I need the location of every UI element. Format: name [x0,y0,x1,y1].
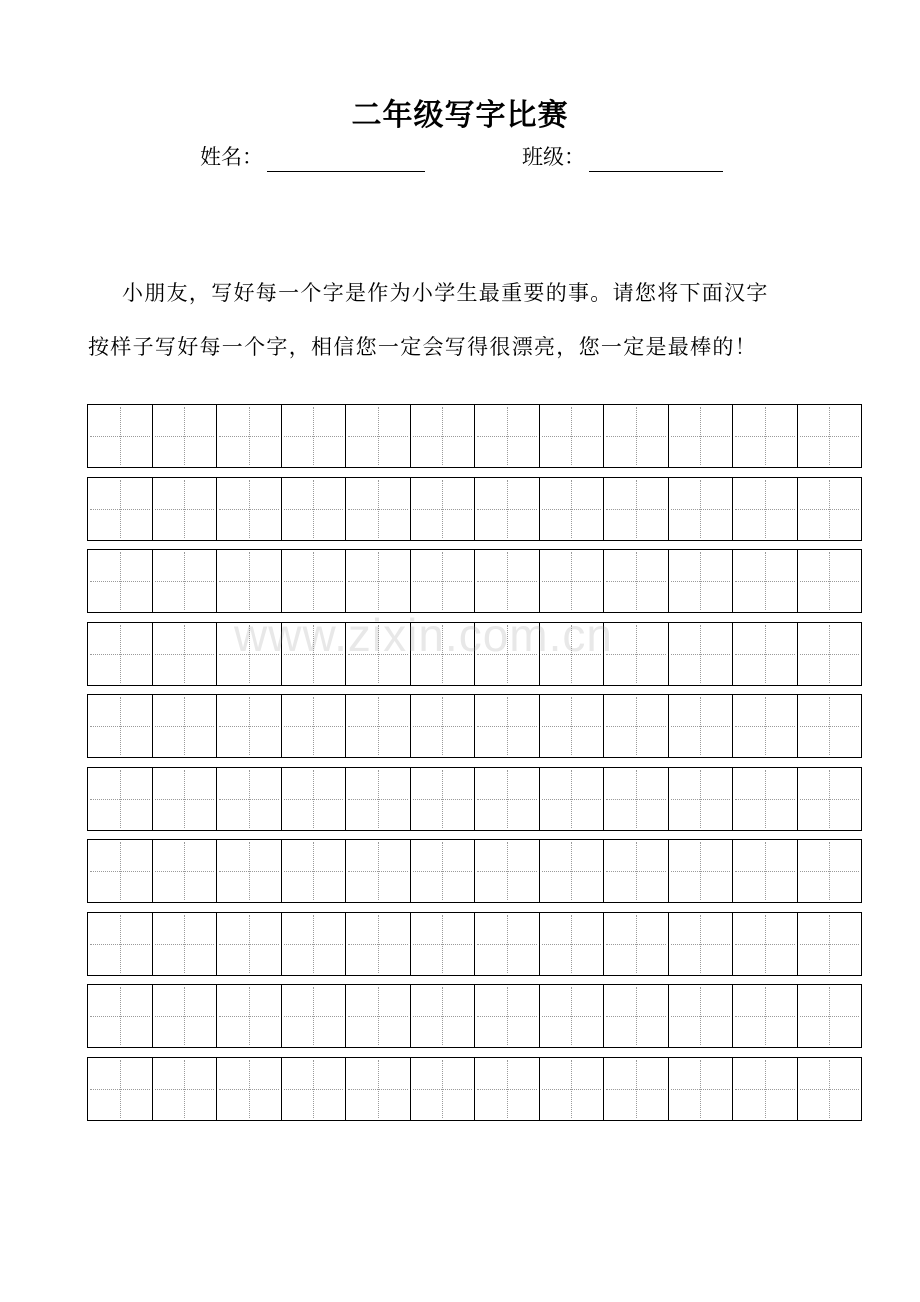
writing-cell[interactable] [153,1058,218,1120]
writing-cell[interactable] [733,985,798,1047]
writing-cell[interactable] [475,695,540,757]
writing-cell[interactable] [798,913,862,975]
writing-cell[interactable] [346,985,411,1047]
writing-cell[interactable] [798,840,862,902]
writing-cell[interactable] [346,623,411,685]
writing-cell[interactable] [153,840,218,902]
writing-cell[interactable] [217,840,282,902]
writing-cell[interactable] [282,768,347,830]
writing-cell[interactable] [411,913,476,975]
writing-cell[interactable] [88,985,153,1047]
name-label: 姓名： [200,145,263,169]
writing-cell[interactable] [540,623,605,685]
writing-cell[interactable] [540,913,605,975]
writing-cell[interactable] [604,913,669,975]
writing-cell[interactable] [733,913,798,975]
grid-row [87,622,862,686]
writing-cell[interactable] [669,985,734,1047]
writing-cell[interactable] [604,550,669,612]
writing-cell[interactable] [217,405,282,467]
writing-cell[interactable] [540,985,605,1047]
writing-cell[interactable] [346,550,411,612]
writing-cell[interactable] [540,405,605,467]
writing-cell[interactable] [411,405,476,467]
writing-cell[interactable] [540,478,605,540]
writing-cell[interactable] [346,478,411,540]
page-title: 二年级写字比赛 [351,98,569,133]
writing-cell[interactable] [411,840,476,902]
writing-cell[interactable] [604,1058,669,1120]
writing-cell[interactable] [282,623,347,685]
writing-cell[interactable] [346,405,411,467]
writing-cell[interactable] [282,985,347,1047]
writing-cell[interactable] [217,768,282,830]
writing-cell[interactable] [733,695,798,757]
writing-cell[interactable] [669,550,734,612]
class-field [522,142,723,172]
writing-cell[interactable] [282,550,347,612]
writing-cell[interactable] [669,623,734,685]
grid-row [87,767,862,831]
writing-cell[interactable] [604,623,669,685]
writing-grid [87,404,862,1129]
writing-cell[interactable] [88,405,153,467]
writing-cell[interactable] [88,840,153,902]
writing-cell[interactable] [346,768,411,830]
grid-row [87,477,862,541]
writing-cell[interactable] [282,478,347,540]
writing-cell[interactable] [475,550,540,612]
writing-cell[interactable] [153,623,218,685]
writing-cell[interactable] [604,695,669,757]
writing-cell[interactable] [346,913,411,975]
writing-cell[interactable] [153,913,218,975]
writing-cell[interactable] [346,695,411,757]
watermark: www.zixin.com.cn [234,609,613,661]
writing-cell[interactable] [540,840,605,902]
writing-cell[interactable] [88,1058,153,1120]
grid-row [87,549,862,613]
writing-cell[interactable] [282,695,347,757]
writing-cell[interactable] [733,405,798,467]
writing-cell[interactable] [733,623,798,685]
writing-cell[interactable] [798,623,862,685]
name-blank-line[interactable] [267,143,425,172]
writing-cell[interactable] [217,695,282,757]
writing-cell[interactable] [282,405,347,467]
writing-cell[interactable] [733,840,798,902]
writing-cell[interactable] [733,1058,798,1120]
instructions-line-2: 按样子写好每一个字，相信您一定会写得很漂亮，您一定是最棒的！ [88,335,757,359]
class-label: 班级： [522,145,585,169]
writing-cell[interactable] [411,623,476,685]
writing-cell[interactable] [411,1058,476,1120]
writing-cell[interactable] [733,768,798,830]
writing-cell[interactable] [88,913,153,975]
writing-cell[interactable] [604,840,669,902]
writing-cell[interactable] [475,478,540,540]
writing-cell[interactable] [540,768,605,830]
writing-cell[interactable] [88,550,153,612]
writing-cell[interactable] [475,985,540,1047]
writing-cell[interactable] [346,1058,411,1120]
writing-cell[interactable] [475,768,540,830]
writing-cell[interactable] [604,478,669,540]
writing-cell[interactable] [540,1058,605,1120]
writing-cell[interactable] [798,405,862,467]
grid-row [87,694,862,758]
class-blank-line[interactable] [589,143,723,172]
writing-cell[interactable] [153,695,218,757]
writing-cell[interactable] [669,913,734,975]
writing-cell[interactable] [88,478,153,540]
writing-cell[interactable] [798,985,862,1047]
instructions [88,266,848,374]
writing-cell[interactable] [798,1058,862,1120]
writing-cell[interactable] [669,478,734,540]
writing-cell[interactable] [282,840,347,902]
student-info [0,142,920,174]
writing-cell[interactable] [475,405,540,467]
writing-cell[interactable] [475,840,540,902]
writing-cell[interactable] [88,623,153,685]
writing-cell[interactable] [153,405,218,467]
writing-cell[interactable] [153,550,218,612]
writing-cell[interactable] [540,695,605,757]
writing-cell[interactable] [217,913,282,975]
writing-cell[interactable] [411,550,476,612]
writing-cell[interactable] [475,1058,540,1120]
name-field [200,142,425,172]
writing-cell[interactable] [153,985,218,1047]
writing-cell[interactable] [798,768,862,830]
writing-cell[interactable] [669,840,734,902]
writing-cell[interactable] [217,550,282,612]
writing-cell[interactable] [669,695,734,757]
instructions-line-1: 小朋友，写好每一个字是作为小学生最重要的事。请您将下面汉字 [122,281,769,305]
writing-cell[interactable] [475,913,540,975]
grid-row [87,404,862,468]
writing-cell[interactable] [798,550,862,612]
writing-cell[interactable] [669,768,734,830]
writing-cell[interactable] [217,478,282,540]
writing-cell[interactable] [153,768,218,830]
writing-cell[interactable] [411,985,476,1047]
grid-row [87,984,862,1048]
writing-cell[interactable] [540,550,605,612]
writing-cell[interactable] [88,695,153,757]
writing-cell[interactable] [217,985,282,1047]
writing-cell[interactable] [604,768,669,830]
writing-cell[interactable] [346,840,411,902]
writing-cell[interactable] [604,985,669,1047]
writing-cell[interactable] [669,405,734,467]
writing-cell[interactable] [217,1058,282,1120]
writing-cell[interactable] [153,478,218,540]
writing-cell[interactable] [798,478,862,540]
grid-row [87,912,862,976]
writing-cell[interactable] [798,695,862,757]
writing-cell[interactable] [669,1058,734,1120]
writing-cell[interactable] [604,405,669,467]
grid-row [87,839,862,903]
writing-cell[interactable] [411,478,476,540]
writing-cell[interactable] [282,1058,347,1120]
grid-row [87,1057,862,1121]
writing-cell[interactable] [282,913,347,975]
writing-cell[interactable] [411,768,476,830]
writing-cell[interactable] [733,550,798,612]
writing-cell[interactable] [217,623,282,685]
writing-cell[interactable] [88,768,153,830]
writing-cell[interactable] [411,695,476,757]
writing-cell[interactable] [475,623,540,685]
writing-cell[interactable] [733,478,798,540]
